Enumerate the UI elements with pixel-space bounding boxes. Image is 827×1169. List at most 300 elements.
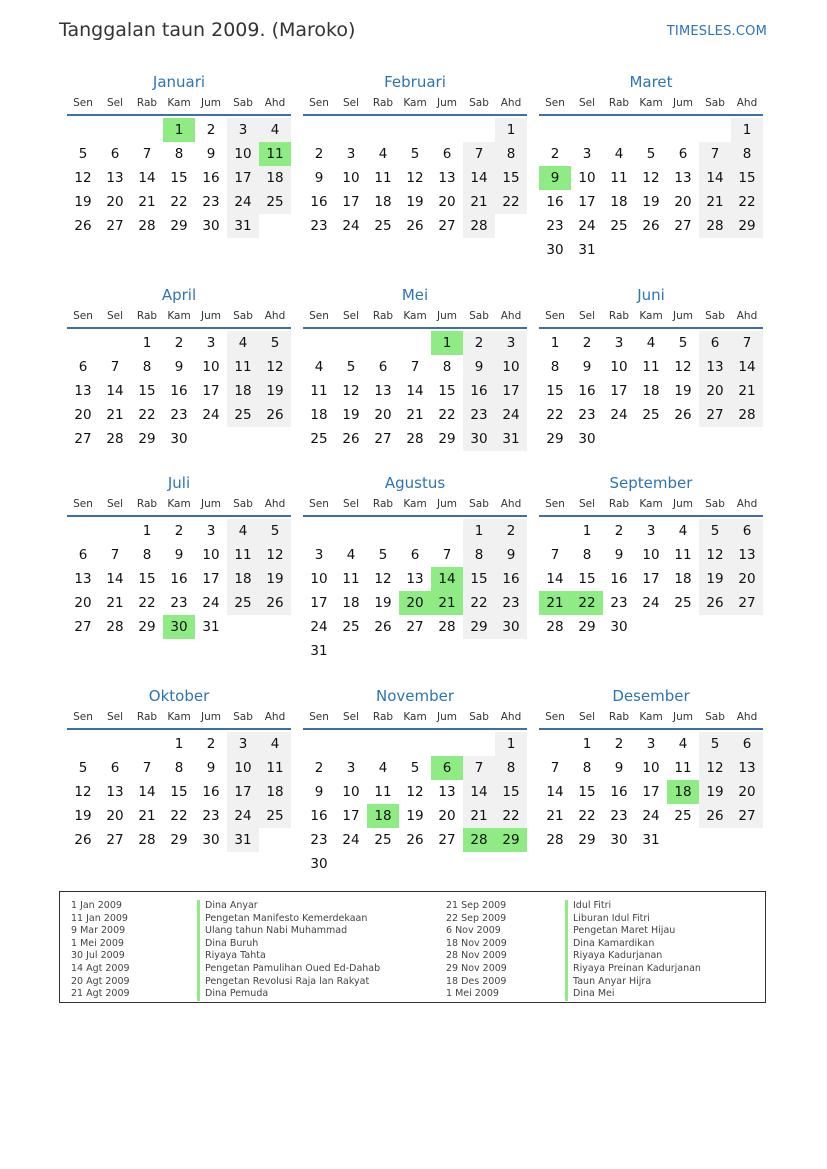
- day-cell: 5: [410, 146, 420, 162]
- day-cell: 22: [495, 804, 527, 828]
- day-cell: 5: [259, 519, 291, 543]
- day-cell: 23: [578, 407, 596, 423]
- weekday-header: [67, 308, 291, 329]
- weekday-header: [303, 496, 527, 517]
- weekday-header: [539, 95, 763, 116]
- day-cell: 29: [170, 218, 188, 234]
- weekday-label: Sen: [309, 310, 329, 322]
- day-cell: 12: [342, 383, 360, 399]
- day-cell: 12: [406, 170, 424, 186]
- weekday-label: Ahd: [736, 310, 758, 322]
- day-cell: 30: [202, 832, 220, 848]
- day-cell: 16: [202, 170, 220, 186]
- weekday-label: Rab: [608, 498, 630, 510]
- weekday-label: Sel: [106, 97, 124, 109]
- day-cell: 14: [463, 166, 495, 190]
- day-cell: 8: [582, 547, 592, 563]
- day-cell: 18: [374, 194, 392, 210]
- day-cell: 23: [202, 194, 220, 210]
- weekday-label: Jum: [201, 97, 221, 109]
- day-cell: 4: [314, 359, 324, 375]
- empty-cell: [463, 118, 495, 142]
- weekday-label: Sen: [545, 711, 565, 723]
- day-cell: 14: [546, 784, 564, 800]
- day-cell: 1: [495, 732, 527, 756]
- day-grid: [67, 118, 291, 238]
- day-cell: 8: [582, 760, 592, 776]
- weekday-label: Sab: [233, 310, 253, 322]
- legend-holiday-name: Riyaya Tahta: [197, 950, 380, 963]
- day-cell: 16: [463, 379, 495, 403]
- weekday-label: Sab: [469, 498, 489, 510]
- day-cell: 22: [170, 808, 188, 824]
- month-name: Juni: [637, 286, 665, 304]
- day-cell: 7: [550, 760, 560, 776]
- day-cell: 25: [610, 218, 628, 234]
- day-cell: 29: [731, 214, 763, 238]
- day-cell: 7: [550, 547, 560, 563]
- day-cell: 5: [678, 335, 688, 351]
- day-cell: 6: [378, 359, 388, 375]
- empty-cell: [131, 732, 163, 756]
- day-cell: 23: [610, 595, 628, 611]
- holiday-day-cell: 22: [571, 591, 603, 615]
- day-cell: 27: [74, 619, 92, 635]
- day-cell: 24: [202, 407, 220, 423]
- weekday-label: Rab: [136, 97, 158, 109]
- day-cell: 12: [374, 571, 392, 587]
- day-cell: 10: [578, 170, 596, 186]
- day-cell: 2: [495, 519, 527, 543]
- day-cell: 11: [227, 543, 259, 567]
- day-cell: 31: [227, 828, 259, 852]
- day-cell: 19: [674, 383, 692, 399]
- day-cell: 9: [174, 547, 184, 563]
- day-cell: 26: [259, 403, 291, 427]
- day-cell: 11: [227, 355, 259, 379]
- weekday-label: Sel: [342, 711, 360, 723]
- empty-cell: [67, 732, 99, 756]
- month-april: [67, 284, 291, 451]
- day-cell: 28: [731, 403, 763, 427]
- legend-date: 21 Agt 2009: [71, 988, 130, 1000]
- day-cell: 4: [346, 547, 356, 563]
- day-cell: 16: [610, 571, 628, 587]
- day-cell: 19: [74, 194, 92, 210]
- legend-holiday-name: Pengetan Manifesto Kemerdekaan: [197, 913, 380, 926]
- day-cell: 7: [463, 756, 495, 780]
- weekday-label: Jum: [437, 310, 457, 322]
- day-cell: 31: [227, 214, 259, 238]
- day-cell: 1: [582, 523, 592, 539]
- weekday-label: Sab: [233, 498, 253, 510]
- weekday-label: Sel: [578, 310, 596, 322]
- empty-cell: [431, 732, 463, 756]
- day-cell: 4: [227, 331, 259, 355]
- day-cell: 11: [674, 547, 692, 563]
- empty-cell: [635, 118, 667, 142]
- day-cell: 24: [642, 808, 660, 824]
- legend-holiday-name: Dina Anyar: [197, 900, 380, 913]
- day-cell: 12: [699, 756, 731, 780]
- day-cell: 22: [463, 591, 495, 615]
- weekday-label: Sel: [342, 310, 360, 322]
- weekday-label: Sen: [545, 310, 565, 322]
- weekday-label: Kam: [403, 498, 427, 510]
- day-cell: 28: [546, 619, 564, 635]
- day-cell: 1: [550, 335, 560, 351]
- day-cell: 28: [463, 214, 495, 238]
- weekday-label: Sen: [309, 711, 329, 723]
- day-cell: 7: [699, 142, 731, 166]
- day-cell: 28: [699, 214, 731, 238]
- day-cell: 27: [699, 403, 731, 427]
- page-title: Tanggalan taun 2009. (Maroko): [59, 19, 356, 41]
- day-cell: 17: [642, 571, 660, 587]
- day-cell: 25: [674, 808, 692, 824]
- day-cell: 15: [495, 780, 527, 804]
- day-cell: 4: [646, 335, 656, 351]
- empty-cell: [399, 519, 431, 543]
- holiday-day-cell: 21: [539, 591, 571, 615]
- day-cell: 1: [731, 118, 763, 142]
- weekday-label: Sel: [106, 498, 124, 510]
- day-cell: 15: [438, 383, 456, 399]
- day-cell: 22: [170, 194, 188, 210]
- weekday-label: Sab: [705, 498, 725, 510]
- weekday-label: Sel: [106, 310, 124, 322]
- legend-date: 28 Nov 2009: [446, 950, 507, 962]
- day-cell: 23: [610, 808, 628, 824]
- day-cell: 4: [378, 760, 388, 776]
- day-cell: 21: [406, 407, 424, 423]
- day-cell: 25: [374, 832, 392, 848]
- day-cell: 4: [678, 523, 688, 539]
- weekday-label: Sen: [545, 498, 565, 510]
- empty-cell: [463, 732, 495, 756]
- legend-holiday-name: Dina Kamardikan: [565, 938, 701, 951]
- day-cell: 30: [170, 431, 188, 447]
- holiday-day-cell: 29: [495, 828, 527, 852]
- day-cell: 11: [342, 571, 360, 587]
- legend-holiday-name: Pengetan Maret Hijau: [565, 925, 701, 938]
- day-cell: 27: [674, 218, 692, 234]
- empty-cell: [67, 519, 99, 543]
- day-cell: 26: [74, 832, 92, 848]
- day-cell: 26: [259, 591, 291, 615]
- month-mei: [303, 284, 527, 451]
- day-cell: 3: [614, 335, 624, 351]
- holiday-day-cell: 1: [163, 118, 195, 142]
- legend-date: 6 Nov 2009: [446, 925, 501, 937]
- day-cell: 19: [642, 194, 660, 210]
- month-oktober: [67, 685, 291, 852]
- day-cell: 8: [142, 359, 152, 375]
- day-cell: 31: [642, 832, 660, 848]
- weekday-label: Rab: [608, 711, 630, 723]
- day-cell: 31: [578, 242, 596, 258]
- day-cell: 17: [202, 383, 220, 399]
- day-cell: 1: [174, 736, 184, 752]
- legend-holiday-name: Pengetan Pamulihan Oued Ed-Dahab: [197, 963, 380, 976]
- weekday-label: Rab: [136, 498, 158, 510]
- weekday-label: Jum: [673, 97, 693, 109]
- day-cell: 3: [646, 736, 656, 752]
- day-cell: 8: [550, 359, 560, 375]
- empty-cell: [303, 331, 335, 355]
- empty-cell: [335, 331, 367, 355]
- day-cell: 31: [495, 427, 527, 451]
- holiday-day-cell: 18: [667, 780, 699, 804]
- day-cell: 14: [106, 571, 124, 587]
- day-cell: 2: [582, 335, 592, 351]
- day-cell: 8: [731, 142, 763, 166]
- day-cell: 29: [138, 619, 156, 635]
- weekday-label: Ahd: [500, 97, 522, 109]
- day-cell: 6: [410, 547, 420, 563]
- day-cell: 5: [346, 359, 356, 375]
- legend-holiday-name: Taun Anyar Hijra: [565, 976, 701, 989]
- day-cell: 18: [310, 407, 328, 423]
- day-cell: 28: [406, 431, 424, 447]
- day-cell: 23: [495, 591, 527, 615]
- day-cell: 9: [495, 543, 527, 567]
- weekday-label: Kam: [167, 711, 191, 723]
- weekday-header: [67, 95, 291, 116]
- day-cell: 16: [610, 784, 628, 800]
- day-cell: 6: [110, 760, 120, 776]
- day-cell: 27: [106, 218, 124, 234]
- day-cell: 8: [495, 142, 527, 166]
- day-cell: 5: [78, 760, 88, 776]
- day-cell: 26: [74, 218, 92, 234]
- day-cell: 9: [206, 760, 216, 776]
- weekday-label: Jum: [201, 711, 221, 723]
- day-cell: 13: [731, 543, 763, 567]
- day-cell: 14: [406, 383, 424, 399]
- day-cell: 2: [614, 736, 624, 752]
- day-cell: 16: [495, 567, 527, 591]
- day-cell: 22: [438, 407, 456, 423]
- holiday-day-cell: 14: [431, 567, 463, 591]
- legend-holiday-name: Dina Mei: [565, 988, 701, 1001]
- legend-date: 20 Agt 2009: [71, 975, 130, 987]
- month-name: November: [375, 687, 455, 705]
- day-cell: 10: [642, 760, 660, 776]
- day-cell: 24: [578, 218, 596, 234]
- empty-cell: [667, 118, 699, 142]
- day-cell: 14: [731, 355, 763, 379]
- day-cell: 19: [342, 407, 360, 423]
- day-cell: 20: [74, 595, 92, 611]
- day-cell: 18: [642, 383, 660, 399]
- day-cell: 30: [578, 431, 596, 447]
- day-cell: 26: [374, 619, 392, 635]
- day-cell: 19: [259, 379, 291, 403]
- day-cell: 24: [227, 190, 259, 214]
- weekday-label: Ahd: [264, 97, 286, 109]
- day-cell: 2: [206, 736, 216, 752]
- day-cell: 21: [106, 407, 124, 423]
- day-cell: 20: [106, 194, 124, 210]
- day-cell: 24: [342, 218, 360, 234]
- weekday-label: Jum: [437, 97, 457, 109]
- day-cell: 30: [610, 619, 628, 635]
- day-cell: 6: [731, 732, 763, 756]
- legend-holiday-name: Dina Buruh: [197, 938, 380, 951]
- day-cell: 17: [495, 379, 527, 403]
- day-cell: 13: [106, 170, 124, 186]
- day-cell: 25: [259, 190, 291, 214]
- day-cell: 20: [731, 567, 763, 591]
- weekday-label: Jum: [673, 498, 693, 510]
- day-cell: 30: [310, 856, 328, 872]
- day-cell: 19: [259, 567, 291, 591]
- weekday-label: Jum: [673, 711, 693, 723]
- legend-date: 1 Mei 2009: [446, 988, 499, 1000]
- holiday-day-cell: 11: [259, 142, 291, 166]
- month-name: Januari: [152, 73, 206, 91]
- day-cell: 8: [495, 756, 527, 780]
- weekday-label: Kam: [639, 97, 663, 109]
- weekday-label: Sab: [705, 310, 725, 322]
- day-cell: 1: [463, 519, 495, 543]
- day-cell: 5: [259, 331, 291, 355]
- day-cell: 9: [582, 359, 592, 375]
- day-cell: 22: [138, 595, 156, 611]
- day-cell: 7: [142, 760, 152, 776]
- day-cell: 9: [174, 359, 184, 375]
- day-cell: 28: [546, 832, 564, 848]
- weekday-label: Kam: [639, 498, 663, 510]
- day-cell: 5: [646, 146, 656, 162]
- empty-cell: [367, 331, 399, 355]
- legend-names-left: [197, 900, 380, 1001]
- day-cell: 23: [463, 403, 495, 427]
- weekday-header: [539, 308, 763, 329]
- empty-cell: [99, 118, 131, 142]
- day-cell: 21: [138, 808, 156, 824]
- empty-cell: [431, 519, 463, 543]
- day-cell: 27: [438, 832, 456, 848]
- day-cell: 29: [138, 431, 156, 447]
- day-cell: 11: [374, 784, 392, 800]
- weekday-label: Sel: [106, 711, 124, 723]
- day-cell: 3: [206, 335, 216, 351]
- day-cell: 15: [731, 166, 763, 190]
- day-cell: 20: [374, 407, 392, 423]
- day-cell: 18: [342, 595, 360, 611]
- day-cell: 16: [202, 784, 220, 800]
- day-cell: 28: [138, 218, 156, 234]
- day-cell: 23: [202, 808, 220, 824]
- day-cell: 1: [142, 523, 152, 539]
- day-cell: 26: [342, 431, 360, 447]
- day-cell: 3: [227, 118, 259, 142]
- legend-date: 11 Jan 2009: [71, 912, 128, 924]
- weekday-label: Ahd: [736, 97, 758, 109]
- day-cell: 8: [174, 146, 184, 162]
- day-cell: 29: [578, 619, 596, 635]
- day-cell: 21: [463, 190, 495, 214]
- day-cell: 6: [78, 359, 88, 375]
- empty-cell: [367, 519, 399, 543]
- month-juli: [67, 472, 291, 639]
- day-cell: 9: [614, 760, 624, 776]
- day-cell: 15: [170, 784, 188, 800]
- day-cell: 26: [406, 832, 424, 848]
- day-cell: 27: [731, 804, 763, 828]
- day-cell: 18: [610, 194, 628, 210]
- day-cell: 5: [410, 760, 420, 776]
- empty-cell: [539, 732, 571, 756]
- weekday-label: Jum: [437, 498, 457, 510]
- day-cell: 29: [578, 832, 596, 848]
- day-cell: 15: [578, 571, 596, 587]
- day-cell: 13: [406, 571, 424, 587]
- day-cell: 3: [314, 547, 324, 563]
- legend-holiday-name: Dina Pemuda: [197, 988, 380, 1001]
- day-cell: 12: [699, 543, 731, 567]
- day-grid: [67, 519, 291, 639]
- empty-cell: [699, 118, 731, 142]
- day-cell: 22: [138, 407, 156, 423]
- day-cell: 20: [674, 194, 692, 210]
- day-cell: 17: [642, 784, 660, 800]
- day-cell: 2: [314, 760, 324, 776]
- weekday-label: Sen: [309, 97, 329, 109]
- holiday-day-cell: 18: [367, 804, 399, 828]
- legend-date: 21 Sep 2009: [446, 900, 507, 911]
- weekday-label: Ahd: [264, 711, 286, 723]
- day-cell: 13: [374, 383, 392, 399]
- month-november: [303, 685, 527, 876]
- day-cell: 18: [259, 780, 291, 804]
- weekday-label: Rab: [372, 310, 394, 322]
- day-cell: 6: [78, 547, 88, 563]
- day-cell: 23: [310, 218, 328, 234]
- weekday-label: Sel: [578, 711, 596, 723]
- day-cell: 29: [438, 431, 456, 447]
- holiday-day-cell: 30: [163, 615, 195, 639]
- weekday-label: Ahd: [500, 310, 522, 322]
- legend-date: 9 Mar 2009: [71, 925, 126, 937]
- month-name: Maret: [629, 73, 673, 91]
- site-link[interactable]: TIMESLES.COM: [666, 24, 767, 39]
- legend-date: 18 Des 2009: [446, 975, 507, 987]
- day-cell: 26: [699, 804, 731, 828]
- weekday-label: Kam: [639, 711, 663, 723]
- legend-holiday-name: Idul Fitri: [565, 900, 701, 913]
- day-cell: 6: [442, 146, 452, 162]
- day-cell: 14: [699, 166, 731, 190]
- day-cell: 22: [495, 190, 527, 214]
- day-cell: 19: [699, 567, 731, 591]
- day-cell: 13: [74, 571, 92, 587]
- day-cell: 29: [463, 615, 495, 639]
- day-cell: 21: [546, 808, 564, 824]
- weekday-label: Rab: [372, 711, 394, 723]
- empty-cell: [603, 118, 635, 142]
- day-cell: 6: [731, 519, 763, 543]
- day-cell: 11: [674, 760, 692, 776]
- day-cell: 17: [342, 808, 360, 824]
- day-cell: 3: [346, 760, 356, 776]
- day-cell: 9: [314, 784, 324, 800]
- weekday-label: Ahd: [500, 711, 522, 723]
- day-cell: 24: [227, 804, 259, 828]
- day-cell: 20: [731, 780, 763, 804]
